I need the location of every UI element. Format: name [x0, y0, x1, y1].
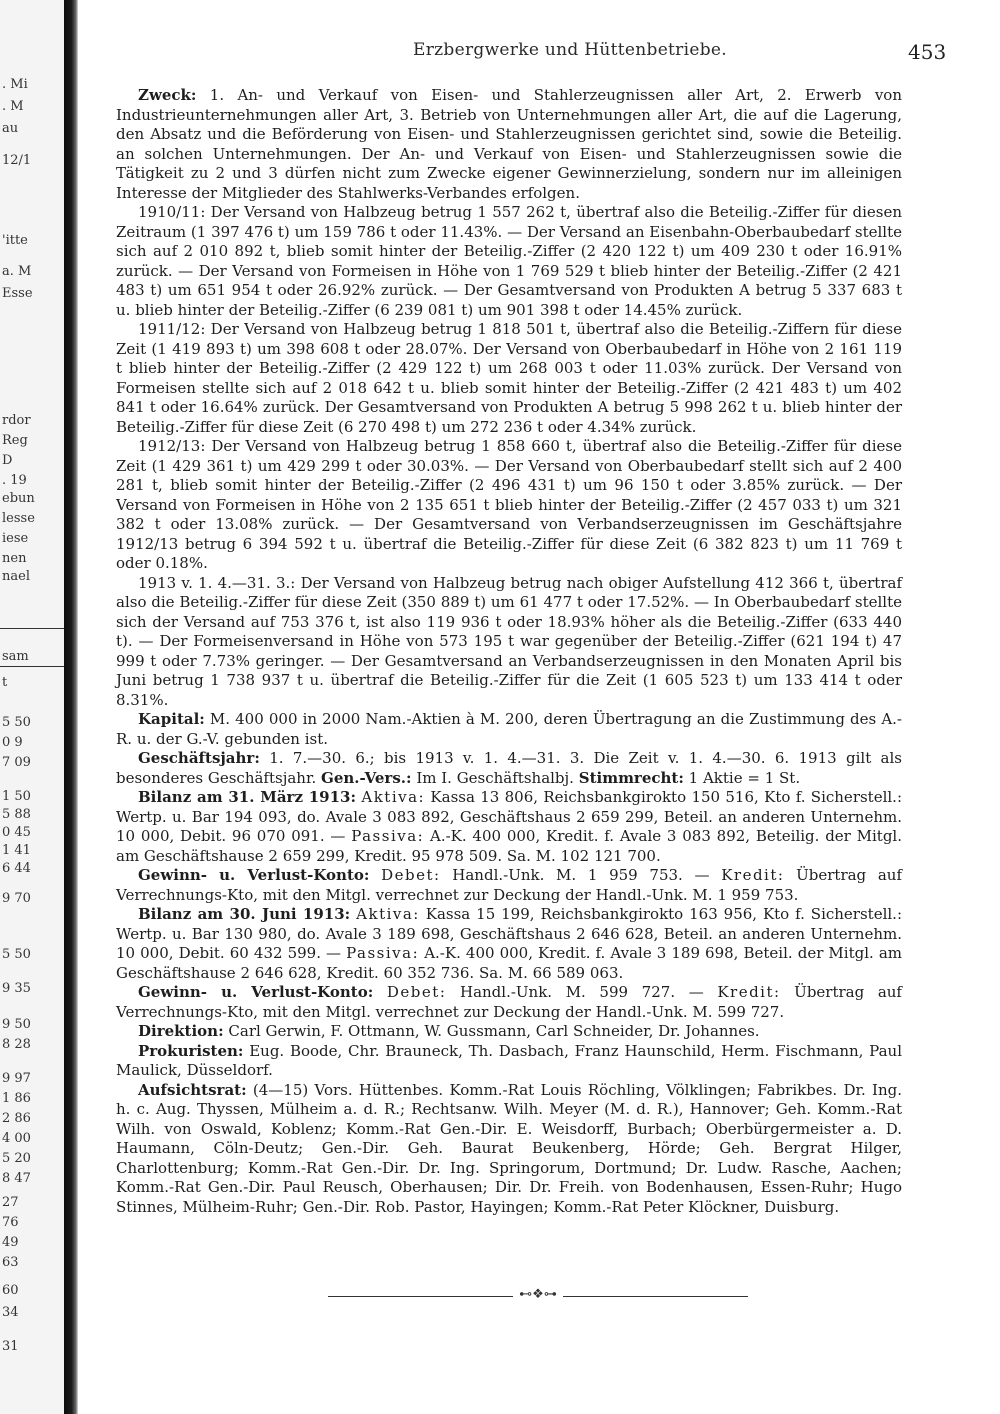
direktion-paragraph — [116, 1022, 902, 1042]
adjacent-page-fragment: 63 — [2, 1255, 19, 1270]
adjacent-page-fragment: lesse — [2, 511, 35, 526]
kredit-text: Übertrag auf Verrechnungs-Kto, mit den Mitgl. verrechnet zur Deckung der Handl.-Unk. M. 1 959 753. — [116, 866, 903, 904]
aktiva-text: Kassa 15 199, Reichsbankgirokto 163 956, Kto f. Sicherstell.: Wertp. u. Bar 130 980, do. Avale 3 189 698, Geschäftshaus 2 646 628, Beteil. an anderen Unternehm. 10 000, Debit. 60 432 599. — — [116, 905, 903, 962]
direktion-label: Direktion: — [138, 1022, 224, 1040]
adjacent-page-fragment: 9 50 — [2, 1017, 31, 1032]
adjacent-page-fragment: 7 09 — [2, 755, 31, 770]
debet-text: Handl.-Unk. M. 1 959 753. — — [440, 866, 722, 884]
adjacent-page-fragment: 5 20 — [2, 1151, 31, 1166]
adjacent-page-fragment: iese — [2, 531, 29, 546]
passiva-label: Passiva: — [346, 944, 420, 962]
aktiva-text: Kassa 13 806, Reichsbankgirokto 150 516, Kto f. Sicherstell.: Wertp. u. Bar 194 093, do. Avale 3 083 892, Geschäftshaus 2 659 299, Beteil. an anderen Unternehm. 10 000, Debit. 96 070 091. — — [116, 788, 903, 845]
adjacent-page-fragment: 9 97 — [2, 1071, 31, 1086]
shipment-1910-paragraph: 1910/11: Der Versand von Halbzeug betrug 1 557 262 t, übertraf also die Beteilig.-Ziffer für diesen Zeitraum (1 397 476 t) um 159 786 t oder 11.43%. — Der Versand an Eisenbahn-Oberbaubedarf stellte sich auf 2 010 892 t, blieb somit hinter der Beteilig.-Ziffer (2 420 122 t) um 409 230 t oder 16.91% zurück. — Der Versand von Formeisen in Höhe von 1 769 529 t blieb hinter der Beteilig.-Ziffer (2 421 483 t) um 651 954 t oder 26.92% zurück. — Der Gesamtversand von Produkten A betrug 5 337 683 t u. blieb hinter der Beteilig.-Ziffer (6 239 081 t) um 901 398 t oder 14.45% zurück. — [116, 203, 902, 319]
kredit-text: Übertrag auf Verrechnungs-Kto, mit den Mitgl. verrechnet zur Deckung der Handl.-Unk. M. 599 727. — [116, 983, 902, 1021]
kapital-paragraph — [116, 710, 902, 749]
debet-label: Debet: — [386, 983, 447, 1001]
adjacent-page-fragment: 2 86 — [2, 1111, 31, 1126]
main-text — [116, 86, 902, 1217]
direktion-text: Carl Gerwin, F. Ottmann, W. Gussmann, Carl Schneider, Dr. Johannes. — [223, 1022, 760, 1040]
adjacent-page-fragment: . M — [2, 99, 24, 114]
adjacent-page-fragment: 49 — [2, 1235, 19, 1250]
ornament-icon: ⊷❖⊶ — [519, 1287, 557, 1302]
shipment-1912-paragraph: 1912/13: Der Versand von Halbzeug betrug 1 858 660 t, übertraf also die Beteilig.-Ziffer für diese Zeit (1 429 361 t) um 429 299 t oder 30.03%. — Der Versand von Oberbaubedarf stellt sich auf 2 400 281 t, blieb somit hinter der Beteilig.-Ziffer (2 496 431 t) um 96 150 t oder 3.85% zurück. — Der Versand von Formeisen in Höhe von 2 135 651 t blieb hinter der Beteilig.-Ziffer (2 457 033 t) um 321 382 t oder 13.08% zurück. — Der Gesamtversand von Verbandserzeugnissen im Geschäftsjahre 1912/13 betrug 6 394 592 t u. übertraf die Beteilig.-Ziffer für diese Zeit (6 382 823 t) um 11 769 t oder 0.18%. — [116, 437, 902, 572]
adjacent-page-fragment: rdor — [2, 413, 31, 428]
adjacent-page-fragment: 27 — [2, 1195, 19, 1210]
bilanz-maerz-paragraph — [116, 788, 902, 866]
adjacent-page-fragment: 'itte — [2, 233, 28, 248]
prokuristen-text: Eug. Boode, Chr. Brauneck, Th. Dasbach, Franz Haunschild, Herm. Fischmann, Paul Maulick, Düsseldorf. — [116, 1041, 902, 1079]
adjacent-page-fragment: a. M — [2, 264, 32, 279]
adjacent-page-fragment: 34 — [2, 1305, 19, 1320]
divider-line-left — [328, 1296, 513, 1297]
adjacent-page-fragment: 9 70 — [2, 891, 31, 906]
adjacent-page-fragment: nael — [2, 569, 30, 584]
zweck-text: 1. An- und Verkauf von Eisen- und Stahlerzeugnissen aller Art, 2. Erwerb von Industrieunternehmungen aller Art, 3. Betrieb von Unternehmungen aller Art, die auf die Lagerung, den Absatz und die Beförderung von Eisen- und Stahlerzeugnissen gerichtet sind, sowie die Beteilig. an solchen Unternehmungen. Der An- und Verkauf von Eisen- und Stahlerzeugnissen sowie die Tätigkeit zu 2 und 3 dürfen nicht zum Zwecke eigener Gewinnerzielung, sondern nur im alleinigen Interesse der Mitglieder des Stahlwerks-Verbandes erfolgen. — [116, 86, 902, 202]
adjacent-page-fragment: ebun — [2, 491, 35, 506]
adjacent-page-fragment: 1 41 — [2, 843, 31, 858]
zweck-paragraph — [116, 86, 902, 203]
adjacent-page-fragment: 8 28 — [2, 1037, 31, 1052]
geschaeftsjahr-text: 1. 7.—30. 6.; bis 1913 v. 1. 4.—31. 3. Die Zeit v. 1. 4.—30. 6. 1913 gilt als besonderes Geschäftsjahr. — [116, 749, 902, 787]
aktiva-label: Aktiva: — [356, 905, 420, 923]
passiva-text: A.-K. 400 000, Kredit. f. Avale 3 189 698, Beteil. der Mitgl. am Geschäftshause 2 646 628, Kredit. 60 352 736. Sa. M. 66 589 063. — [116, 944, 903, 982]
kapital-label: Kapital: — [138, 710, 205, 728]
kapital-text: M. 400 000 in 2000 Nam.-Aktien à M. 200, deren Übertragung an die Zustimmung des A.-R. u. der G.-V. gebunden ist. — [116, 710, 902, 748]
debet-text: Handl.-Unk. M. 599 727. — — [446, 983, 718, 1001]
adjacent-page-fragment: 9 35 — [2, 981, 31, 996]
adjacent-page-fragment: 0 9 — [2, 735, 23, 750]
adjacent-page-fragment: . 19 — [2, 473, 27, 488]
adjacent-page-fragment: 0 45 — [2, 825, 31, 840]
page — [78, 0, 1000, 1414]
adjacent-page-fragment: nen — [2, 551, 27, 566]
gen-vers-text: Im I. Geschäftshalbj. — [411, 768, 579, 787]
aktiva-label: Aktiva: — [361, 788, 426, 806]
bilanz-juni-paragraph — [116, 905, 902, 983]
gv-maerz-paragraph — [116, 866, 902, 905]
adjacent-page-fragment: 1 50 — [2, 789, 31, 804]
divider-line-right — [563, 1296, 748, 1297]
running-title: Erzbergwerke und Hüttenbetriebe. — [413, 40, 727, 60]
adjacent-page-rule — [0, 628, 64, 629]
geschaeftsjahr-paragraph — [116, 749, 902, 788]
debet-label: Debet: — [381, 866, 441, 884]
page-number: 453 — [908, 40, 947, 64]
shipment-1911-paragraph: 1911/12: Der Versand von Halbzeug betrug 1 818 501 t, übertraf also die Beteilig.-Ziffern für diese Zeit (1 419 893 t) um 398 608 t oder 28.07%. Der Versand von Oberbaubedarf in Höhe von 2 161 119 t blieb hinter der Beteilig.-Ziffer (2 429 122 t) um 268 003 t oder 11.03% zurück. Der Versand von Formeisen stellte sich auf 2 018 642 t u. blieb somit hinter der Beteilig.-Ziffer (2 421 483 t) um 402 841 t oder 16.64% zurück. Der Gesamtversand von Produkten A betrug 5 998 262 t u. blieb hinter der Beteilig.-Ziffer für diese Zeit (6 270 498 t) um 272 236 t oder 4.34% zurück. — [116, 320, 902, 436]
passiva-label: Passiva: — [351, 827, 425, 845]
adjacent-page-fragment: t — [2, 675, 8, 690]
adjacent-page-fragment: 60 — [2, 1283, 19, 1298]
adjacent-page-fragment: 12/1 — [2, 153, 32, 168]
stimmrecht-label: Stimmrecht: — [578, 768, 684, 787]
adjacent-page-fragment: 76 — [2, 1215, 19, 1230]
adjacent-page-fragment: Reg — [2, 433, 28, 448]
bilanz-maerz-label: Bilanz am 31. März 1913: — [138, 788, 357, 806]
geschaeftsjahr-label: Geschäftsjahr: — [138, 749, 260, 767]
adjacent-page-edge — [0, 0, 64, 1414]
prokuristen-paragraph — [116, 1042, 902, 1081]
gen-vers-label: Gen.-Vers.: — [321, 768, 412, 787]
book-gutter — [64, 0, 78, 1414]
kredit-label: Kredit: — [721, 866, 785, 884]
passiva-text: A.-K. 400 000, Kredit. f. Avale 3 083 892, Beteilig. der Mitgl. am Geschäftshause 2 659 299, Kredit. 95 978 509. Sa. M. 102 121 700. — [116, 827, 902, 865]
adjacent-page-fragment: D — [2, 453, 13, 468]
adjacent-page-rule — [0, 666, 64, 667]
adjacent-page-fragment: au — [2, 121, 19, 136]
aufsichtsrat-label: Aufsichtsrat: — [138, 1080, 247, 1099]
gv-juni-paragraph — [116, 983, 902, 1022]
adjacent-page-fragment: 8 47 — [2, 1171, 31, 1186]
bilanz-juni-label: Bilanz am 30. Juni 1913: — [138, 905, 351, 923]
adjacent-page-fragment: 5 88 — [2, 807, 31, 822]
adjacent-page-fragment: 31 — [2, 1339, 19, 1354]
gv-juni-label: Gewinn- u. Verlust-Konto: — [138, 983, 374, 1001]
adjacent-page-fragment: 6 44 — [2, 861, 31, 876]
aufsichtsrat-text: (4—15) Vors. Hüttenbes. Komm.-Rat Louis Röchling, Völklingen; Fabrikbes. Dr. Ing. h. c. Aug. Thyssen, Mülheim a. d. R.; Rechtsanw. Wilh. Meyer (M. d. R.), Hannover; Geh. Komm.-Rat Wilh. von Oswald, Koblenz; Komm.-Rat Gen.-Dir. E. Weisdorff, Burbach; Oberbürgermeister a. D. Haumann, Cöln-Deutz; Gen.-Dir. Geh. Baurat Beukenberg, Hörde; Geh. Bergrat Hilger, Charlottenburg; Komm.-Rat Gen.-Dir. Dr. Ing. Springorum, Dortmund; Dr. Ludw. Rasche, Aachen; Komm.-Rat Gen.-Dir. Paul Reusch, Oberhausen; Dir. Dr. Freih. von Bodenhausen, Essen-Ruhr; Hugo Stinnes, Mülheim-Ruhr; Gen.-Dir. Rob. Pastor, Hayingen; Komm.-Rat Peter Klöckner, Duisburg. — [116, 1080, 902, 1216]
adjacent-page-fragment: . Mi — [2, 77, 28, 92]
prokuristen-label: Prokuristen: — [138, 1041, 244, 1060]
shipment-1913-paragraph: 1913 v. 1. 4.—31. 3.: Der Versand von Halbzeug betrug nach obiger Aufstellung 412 366 t, übertraf also die Beteilig.-Ziffer für diese Zeit (350 889 t) um 61 477 t oder 17.52%. — In Oberbaubedarf stellte sich der Versand auf 753 376 t, ist also 119 936 t oder 18.93% höher als die Beteilig.-Ziffer (633 440 t). — Der Formeisenversand in Höhe von 573 195 t war gegenüber der Beteilig.-Ziffer (621 194 t) 47 999 t oder 7.73% geringer. — Der Gesamtversand an Verbandserzeugnissen in den Monaten April bis Juni betrug 1 738 937 t u. übertraf die Beteilig.-Ziffer für die Zeit (1 605 523 t) um 133 414 t oder 8.31%. — [116, 573, 902, 709]
adjacent-page-fragment: 5 50 — [2, 715, 31, 730]
kredit-label: Kredit: — [717, 983, 781, 1001]
zweck-label: Zweck: — [138, 86, 197, 104]
adjacent-page-fragment: 1 86 — [2, 1091, 31, 1106]
aufsichtsrat-paragraph — [116, 1081, 902, 1218]
adjacent-page-fragment: 4 00 — [2, 1131, 31, 1146]
adjacent-page-fragment: sam — [2, 649, 29, 664]
gv-maerz-label: Gewinn- u. Verlust-Konto: — [138, 866, 370, 884]
adjacent-page-fragment: 5 50 — [2, 947, 31, 962]
adjacent-page-fragment: Esse — [2, 286, 33, 301]
section-divider — [328, 1287, 748, 1304]
stimmrecht-text: 1 Aktie = 1 St. — [683, 768, 801, 787]
